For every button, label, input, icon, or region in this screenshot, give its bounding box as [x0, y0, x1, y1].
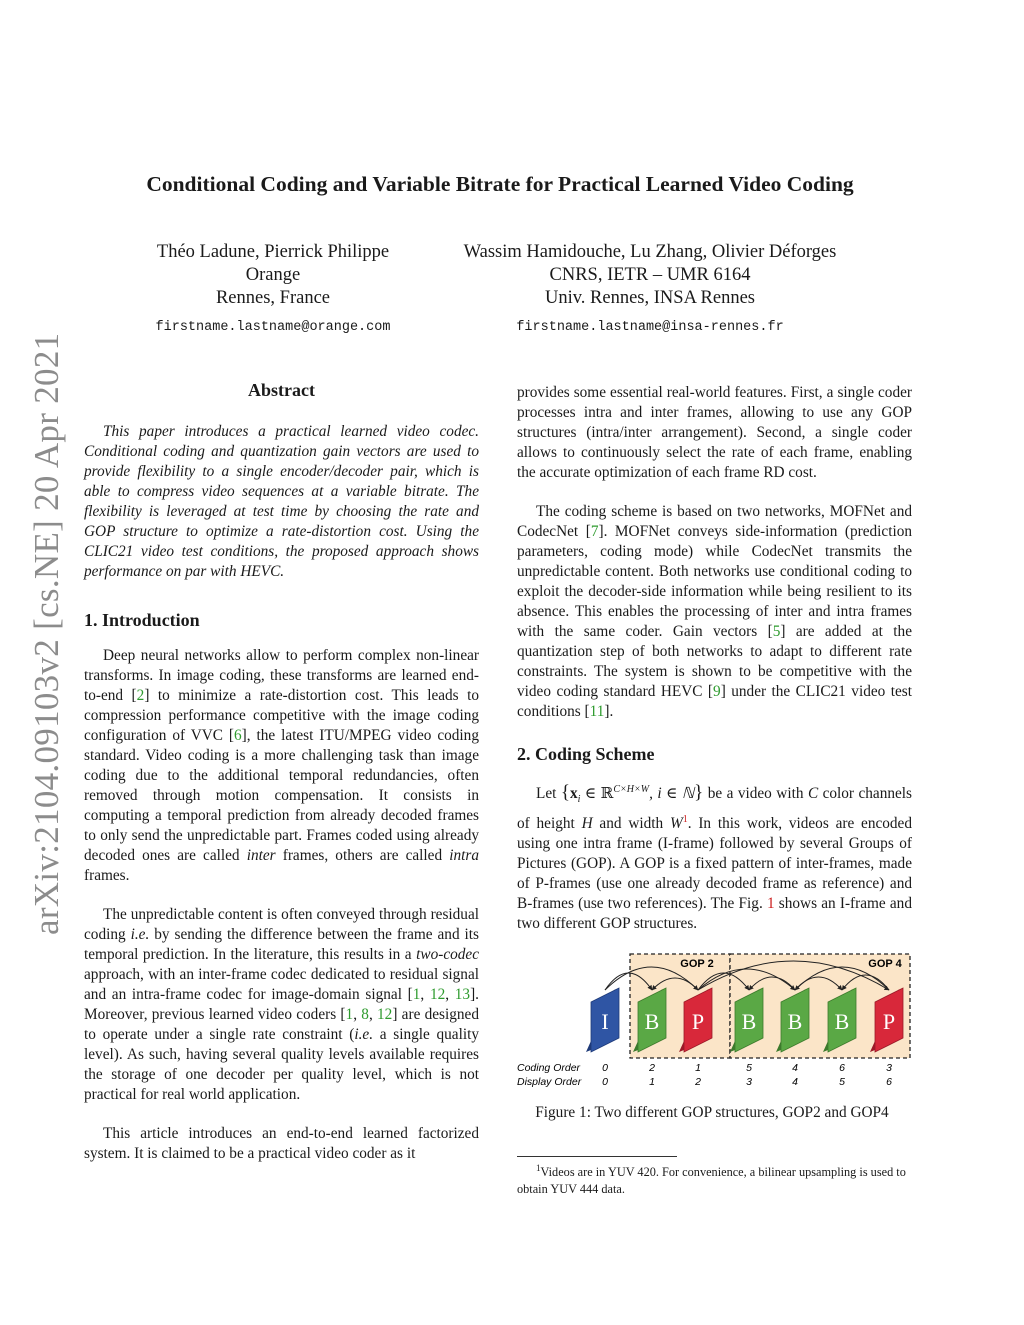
paper-title: Conditional Coding and Variable Bitrate for Practical Learned Video Coding [146, 172, 854, 196]
author-names: Théo Ladune, Pierrick Philippe [156, 242, 390, 262]
citation-link[interactable]: 1 [412, 986, 421, 1003]
introduction-heading: 1. Introduction [84, 610, 200, 630]
author-affiliation: CNRS, IETR – UMR 6164 [549, 265, 751, 285]
gop-figure [512, 948, 912, 1093]
arxiv-identifier[interactable]: arXiv:2104.09103v2 [cs.NE] 20 Apr 2021 [27, 332, 66, 935]
citation-link[interactable]: 2 [136, 687, 145, 704]
citation-link[interactable]: 12 [429, 986, 446, 1003]
author-email: firstname.lastname@insa-rennes.fr [516, 320, 784, 335]
citation-link[interactable]: 12 [377, 1006, 393, 1023]
author-block-1 [118, 241, 428, 339]
display-order-value: 2 [695, 1076, 701, 1088]
order-numbers [602, 1062, 892, 1088]
citation-link[interactable]: 9 [713, 683, 721, 700]
coding-order-value: 6 [839, 1062, 845, 1074]
citation-link[interactable]: 1 [345, 1006, 354, 1023]
right-paragraph-1: provides some essential real-world features. First, a single coder processes intra and inter frames, allowing to use any GOP structures (intra/inter arrangement). Second, a single coder allows to continuously select the rate of each frame, enabling the accurate optimization of each frame RD cost. [517, 384, 912, 481]
frame-letter: B [834, 1009, 850, 1034]
coding-order-value: 0 [602, 1062, 608, 1074]
display-order-label: Display Order [517, 1076, 582, 1088]
author-block-2 [430, 241, 870, 339]
display-order-value: 0 [602, 1076, 608, 1088]
frame-letter: P [882, 1009, 896, 1034]
coding-order-label: Coding Order [517, 1062, 581, 1074]
frame-letter: B [644, 1009, 660, 1034]
display-order-value: 6 [886, 1076, 892, 1088]
frame-I-0 [586, 988, 619, 1052]
citation-link[interactable]: 7 [590, 523, 599, 540]
coding-order-value: 3 [886, 1062, 892, 1074]
figure-caption: Figure 1: Two different GOP structures, GOP2 and GOP4 [535, 1104, 889, 1121]
intro-paragraph-3: This article introduces an end-to-end learned factorized system. It is claimed to be a practical video coder as it [84, 1125, 479, 1162]
footnote-rule [517, 1156, 677, 1157]
display-order-value: 5 [839, 1076, 845, 1088]
display-order-value: 3 [746, 1076, 752, 1088]
abstract-text: This paper introduces a practical learned video codec. Conditional coding and quantization gain vectors are used to provide flexibility to a single encoder/decoder pair, which is able to compress video sequences at a variable bitrate. The flexibility is leveraged at test time by choosing the rate and GOP structure to optimize a rate-distortion cost. Using the CLIC21 video test conditions, the proposed approach shows performance on par with HEVC. [84, 423, 479, 580]
intro-paragraph-2: The unpredictable content is often conveyed through residual coding i.e. by sending the difference between the frame and its temporal prediction. In the literature, this results in a two-codec approach, with an inter-frame codec dedicated to residual signal and an intra-frame codec for image-domain signal [1, 12, 13]. Moreover, previous learned video coders [1, 8, 12] are designed to operate under a single rate constraint (i.e. a single quality level). As such, having several quality levels available requires the storage of one decoder per quality level, which is not practical for real world application. [84, 906, 479, 1103]
frame-letter: I [601, 1009, 609, 1034]
right-column [517, 383, 912, 953]
citation-link[interactable]: 8 [361, 1006, 369, 1023]
footnote-link[interactable]: 1 [682, 814, 688, 826]
right-paragraph-3: Let {$x_i$ ∈ ℝ$^{C\times H\times W}$, i ∈ ℕ} be a video with C color channels of height H and width W$^1$. In this work, videos are encoded using one intra frame (I-frame) followed by several Groups of Pictures (GOP). A GOP is a fixed pattern of inter-frames, made of P-frames (use one already decoded frame as reference) and B-frames (use two references). The Fig. 1 shows an I-frame and two different GOP structures. [517, 782, 913, 933]
author-names: Wassim Hamidouche, Lu Zhang, Olivier Déforges [463, 242, 837, 262]
abstract-heading: Abstract [248, 380, 315, 400]
author-location: Univ. Rennes, INSA Rennes [545, 288, 755, 308]
gop4-label: GOP 4 [868, 958, 902, 970]
frame-letter: P [691, 1009, 705, 1034]
citation-link[interactable]: 11 [589, 703, 605, 720]
author-location: Rennes, France [215, 288, 331, 308]
right-paragraph-2: The coding scheme is based on two networks, MOFNet and CodecNet [7]. MOFNet conveys side-information (prediction parameters, coding mode) while CodecNet transmits the unpredictable content. Both networks use conditional coding to exploit the decoder-side information while being resilient to its absence. This enables the processing of inter and intra frames with the same coder. Gain vectors [5] are added at the quantization step of both networks to adapt to different rate constraints. The system is shown to be competitive with the video coding standard HEVC [9] under the CLIC21 video test conditions [11]. [517, 503, 912, 720]
coding-order-value: 5 [746, 1062, 752, 1074]
display-order-value: 4 [792, 1076, 798, 1088]
coding-order-value: 4 [792, 1062, 798, 1074]
coding-order-value: 2 [649, 1062, 655, 1074]
coding-order-value: 1 [695, 1062, 701, 1074]
frame-letter: B [787, 1009, 803, 1034]
left-column [84, 380, 479, 1183]
author-affiliation: Orange [245, 265, 301, 285]
figure-link[interactable]: 1 [766, 895, 775, 913]
intro-paragraph-1: Deep neural networks allow to perform complex non-linear transforms. In image coding, these transforms are learned end-to-end [2] to minimize a rate-distortion cost. This leads to compression performance competitive with the image coding configuration of VVC [6], the latest ITU/MPEG video coding standard. Video coding is a more challenging task than image coding due to the additional temporal redundancies, often removed through motion compensation. It consists in computing a temporal prediction from already decoded frames to only send the unpredictable part. Frames coded using already decoded ones are called inter frames, others are called intra frames. [84, 647, 479, 884]
display-order-value: 1 [649, 1076, 655, 1088]
citation-link[interactable]: 5 [772, 623, 781, 640]
citation-link[interactable]: 6 [234, 727, 242, 744]
frame-letter: B [741, 1009, 757, 1034]
coding-scheme-heading: 2. Coding Scheme [517, 744, 655, 764]
footnote: $^1$Videos are in YUV 420. For convenience, a bilinear upsampling is used to obtain YUV 444 data. [517, 1163, 906, 1197]
citation-link[interactable]: 13 [454, 986, 471, 1003]
author-email: firstname.lastname@orange.com [155, 320, 391, 335]
gop2-label: GOP 2 [680, 958, 714, 970]
